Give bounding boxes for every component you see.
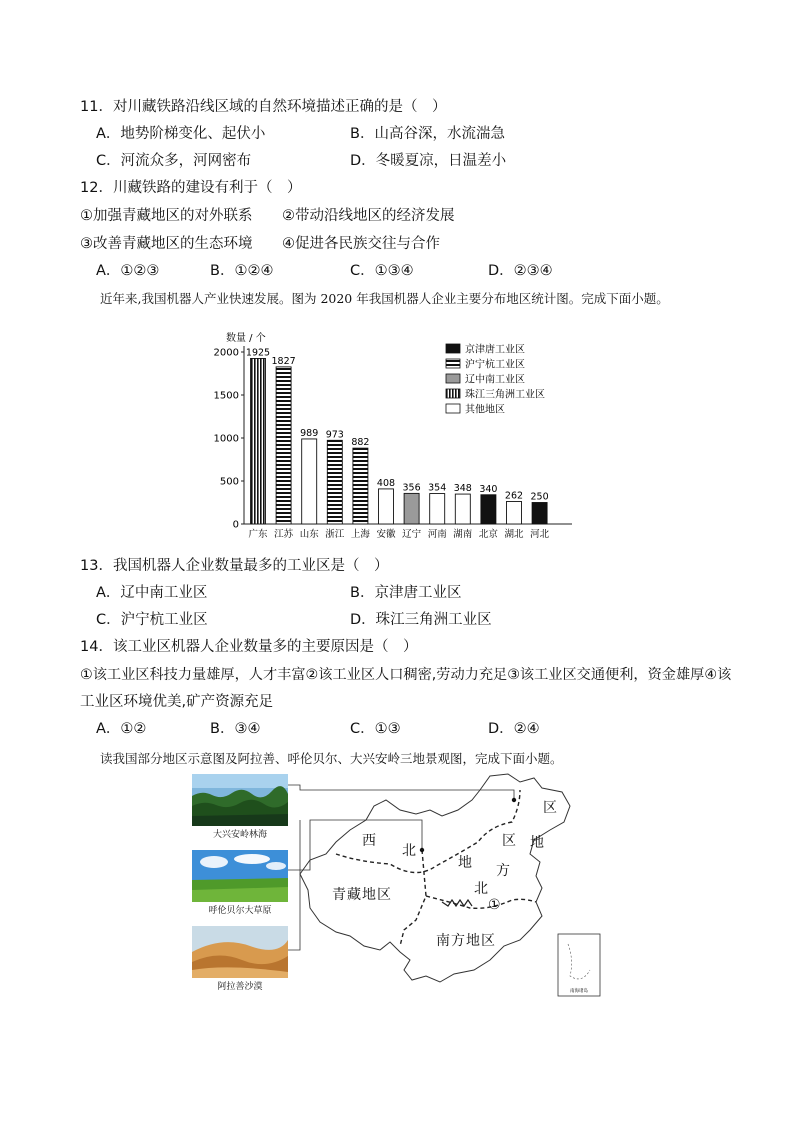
bar-河南 [430, 494, 445, 524]
label-fang: 方 [496, 863, 510, 879]
intro-robot-chart: 近年来,我国机器人产业快速发展。图为 2020 年我国机器人企业主要分布地区统计图。完成下面小题。 [100, 291, 669, 306]
bar-上海 [353, 448, 368, 524]
legend-swatch-jjt [446, 344, 460, 353]
region-map-figure [190, 770, 610, 1002]
legend-swatch-hnh [446, 359, 460, 368]
category-label: 河南 [427, 529, 447, 540]
desert-caption: 阿拉善沙漠 [217, 982, 263, 992]
y-axis-label: 数量 / 个 [226, 333, 266, 344]
legend-label: 京津唐工业区 [465, 344, 525, 356]
label-di1: 地 [458, 855, 472, 871]
q13-option-c[interactable]: C．沪宁杭工业区 [96, 612, 208, 628]
inset-label: 南海诸岛 [570, 989, 588, 994]
bar-辽宁 [404, 493, 419, 524]
robot-enterprise-bar-chart [200, 328, 580, 550]
q12-item-4: ④促进各民族交往与合作 [282, 236, 440, 252]
data-label: 348 [453, 483, 472, 495]
y-tick-label: 2000 [213, 347, 239, 359]
category-label: 湖南 [453, 529, 473, 540]
data-label: 973 [325, 429, 344, 441]
data-label: 250 [530, 491, 549, 503]
y-tick-label: 500 [219, 476, 239, 488]
q13-stem: 13．我国机器人企业数量最多的工业区是（ ） [80, 558, 389, 574]
data-label: 354 [428, 482, 447, 494]
category-label: 安徽 [376, 529, 396, 540]
q11-option-a[interactable]: A．地势阶梯变化、起伏小 [96, 126, 266, 142]
category-label: 河北 [530, 529, 550, 540]
data-label: 1827 [271, 355, 296, 367]
data-label: 408 [376, 477, 396, 489]
q11-option-b[interactable]: B．山高谷深，水流湍急 [350, 126, 505, 142]
q11-option-c[interactable]: C．河流众多，河网密布 [96, 153, 252, 169]
q12-item-3: ③改善青藏地区的生态环境 [80, 236, 253, 252]
data-label: 340 [479, 483, 498, 495]
data-label: 262 [504, 490, 524, 502]
bar-北京 [481, 495, 496, 524]
q13-option-d[interactable]: D．珠江三角洲工业区 [350, 612, 492, 628]
y-tick-label: 1000 [213, 433, 239, 445]
data-label: 1925 [245, 347, 271, 359]
category-label: 江苏 [274, 529, 294, 540]
label-marker-1: ① [488, 897, 501, 913]
q12-stem: 12．川藏铁路的建设有利于（ ） [80, 180, 302, 196]
bar-山东 [302, 439, 317, 524]
legend-swatch-other [446, 404, 460, 413]
label-qu1: 区 [543, 800, 557, 816]
q12-option-c[interactable]: C．①③④ [350, 263, 414, 279]
bar-湖南 [455, 494, 470, 524]
category-label: 湖北 [504, 529, 524, 540]
q12-option-a[interactable]: A．①②③ [96, 263, 160, 279]
data-label: 882 [351, 437, 370, 449]
label-di2: 地 [530, 835, 544, 851]
intro-map: 读我国部分地区示意图及阿拉善、呼伦贝尔、大兴安岭三地景观图，完成下面小题。 [100, 751, 563, 766]
bar-浙江 [327, 440, 342, 524]
q11-stem: 11．对川藏铁路沿线区域的自然环境描述正确的是（ ） [80, 99, 447, 115]
q12-item-2: ②带动沿线地区的经济发展 [282, 208, 455, 224]
label-xi: 西 [362, 833, 376, 849]
q14-reasons-line2: 工业区环境优美,矿产资源充足 [80, 694, 274, 710]
q14-option-a[interactable]: A．①② [96, 721, 147, 737]
label-bei1: 北 [402, 843, 416, 859]
label-bei2: 北 [474, 881, 488, 897]
q12-item-1: ①加强青藏地区的对外联系 [80, 208, 253, 224]
label-qu2: 区 [502, 833, 516, 849]
bar-广东 [251, 358, 266, 524]
category-label: 山东 [299, 529, 319, 540]
q14-option-b[interactable]: B．③④ [210, 721, 261, 737]
category-label: 浙江 [325, 529, 345, 540]
bar-江苏 [276, 367, 291, 524]
legend-label: 沪宁杭工业区 [465, 359, 525, 371]
legend-label: 其他地区 [465, 404, 505, 416]
category-label: 上海 [350, 529, 370, 540]
bar-河北 [532, 503, 547, 525]
forest-caption: 大兴安岭林海 [212, 830, 267, 840]
legend-label: 珠江三角洲工业区 [465, 389, 545, 401]
q12-option-b[interactable]: B．①②④ [210, 263, 274, 279]
legend-label: 辽中南工业区 [465, 374, 525, 386]
category-label: 北京 [478, 529, 498, 540]
legend-swatch-zsj [446, 389, 460, 398]
label-qingzang: 青藏地区 [332, 887, 392, 903]
data-label: 989 [300, 427, 319, 439]
q13-option-b[interactable]: B．京津唐工业区 [350, 585, 462, 601]
data-label: 356 [402, 482, 421, 494]
q14-option-c[interactable]: C．①③ [350, 721, 401, 737]
legend-swatch-lzn [446, 374, 460, 383]
q14-option-d[interactable]: D．②④ [488, 721, 540, 737]
q11-option-d[interactable]: D．冬暖夏凉，日温差小 [350, 153, 507, 169]
bar-安徽 [379, 489, 394, 524]
q14-stem: 14．该工业区机器人企业数量多的主要原因是（ ） [80, 639, 418, 655]
y-tick-label: 0 [232, 519, 239, 531]
category-label: 广东 [248, 529, 268, 540]
category-label: 辽宁 [402, 529, 422, 540]
q14-reasons-line1: ①该工业区科技力量雄厚，人才丰富②该工业区人口稠密,劳动力充足③该工业区交通便利，资金雄厚④该 [80, 667, 732, 683]
y-tick-label: 1500 [213, 390, 239, 402]
q13-option-a[interactable]: A．辽中南工业区 [96, 585, 208, 601]
bar-湖北 [507, 501, 522, 524]
label-nanfang: 南方地区 [436, 933, 496, 949]
grassland-caption: 呼伦贝尔大草原 [208, 906, 272, 916]
q12-option-d[interactable]: D．②③④ [488, 263, 553, 279]
